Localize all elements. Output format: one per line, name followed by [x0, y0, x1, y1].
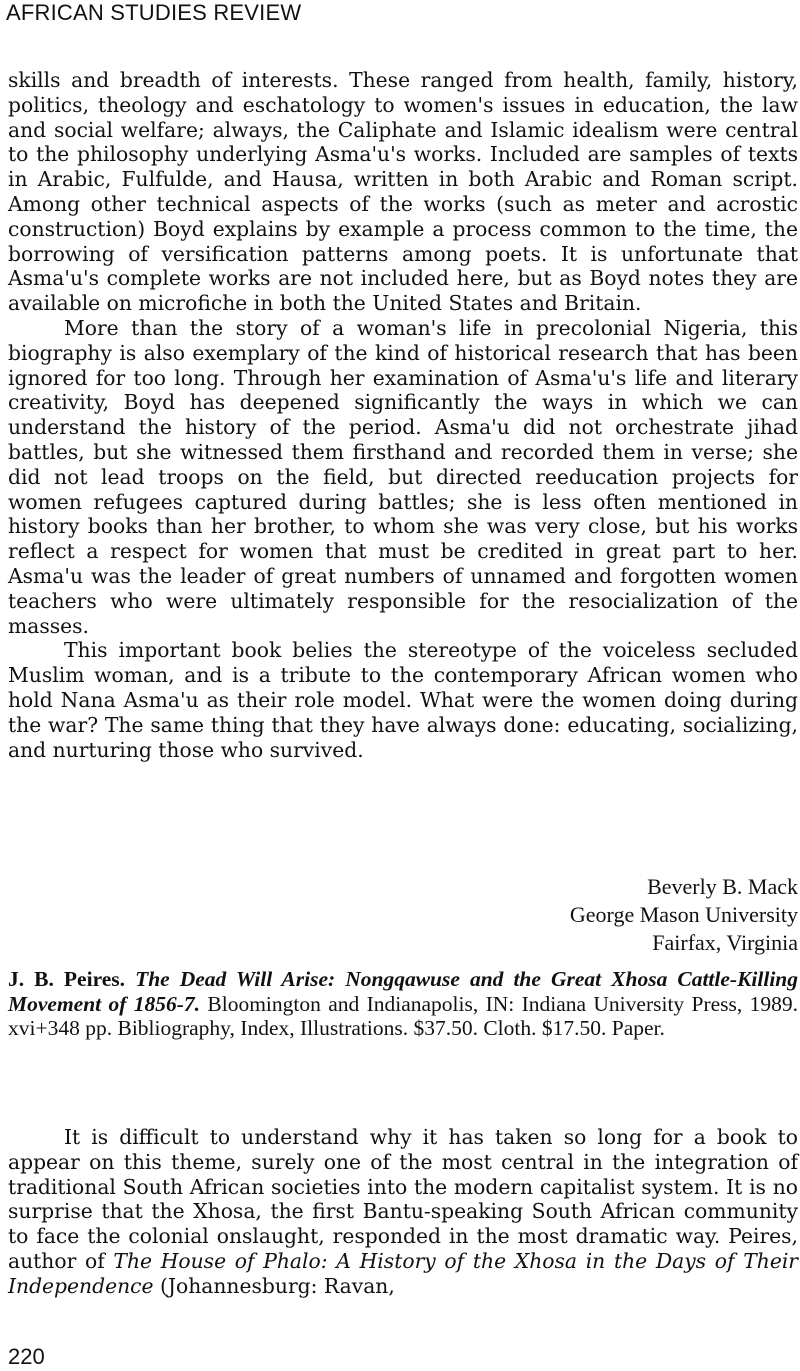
paragraph-text: (Johannesburg: Ravan,: [159, 1273, 395, 1298]
paragraph: skills and breadth of interests. These ranged from health, family, history, politics, theology and eschatology to women's issues in education, the law and social welfare; always, the Caliphate and Islamic idealism were central to the philosophy underlying Asma'u's works. Included are samples of texts in Arabic, Fulfulde, and Hausa, written in both Arabic and Roman script. Among other technical aspects of the works (such as meter and acrostic construction) Boyd explains by example a process common to the time, the borrowing of versification patterns among poets. It is unfortunate that Asma'u's complete works are not included here, but as Boyd notes they are available on microfiche in both the United States and Britain.: [8, 68, 798, 316]
book-author: J. B. Peires.: [8, 967, 126, 991]
reviewer-name: Beverly B. Mack: [647, 874, 798, 899]
book-citation: [8, 967, 798, 1041]
page-number: 220: [8, 1344, 45, 1369]
reviewer-institution: George Mason University: [569, 902, 798, 927]
review-body: [8, 68, 798, 762]
running-header: AFRICAN STUDIES REVIEW: [6, 0, 302, 25]
paragraph-text: It is difficult to understand why it has taken so long for a book to appear on this theme, surely one of the most central in the integration of traditional South African societies into the modern capitalist system. It is no surprise that the Xhosa, the first Bantu-speaking South African community to face the colonial onslaught, responded in the most dramatic way. Peires, author of: [8, 1125, 798, 1273]
paragraph: More than the story of a woman's life in precolonial Nigeria, this biography is also exemplary of the kind of historical research that has been ignored for too long. Through her examination of Asma'u's life and literary creativity, Boyd has deepened significantly the ways in which we can understand the history of the period. Asma'u did not orchestrate jihad battles, but she witnessed them firsthand and recorded them in verse; she did not lead troops on the field, but directed reeducation projects for women refugees captured during battles; she is less often mentioned in history books than her brother, to whom she was very close, but his works reflect a respect for women that must be credited in great part to her. Asma'u was the leader of great numbers of unnamed and forgotten women teachers who were ultimately responsible for the resocialization of the masses.: [8, 315, 798, 638]
paragraph: This important book belies the stereotype of the voiceless secluded Muslim woman, and is a tribute to the contemporary African women who hold Nana Asma'u as their role model. What were the women doing during the war? The same thing that they have always done: educating, socializing, and nurturing those who survived.: [8, 638, 798, 762]
paragraph: [8, 1125, 798, 1299]
book-details: Bloomington and Indianapolis, IN: Indiana University Press, 1989. xvi+348 pp. Bibliography, Index, Illustrations. $37.50. Cloth. $17.50. Paper.: [8, 991, 798, 1040]
book-title: The Dead Will Arise: Nongqawuse and the Great Xhosa Cattle-Killing Movement of 1856-7.: [8, 967, 799, 1016]
review-body: [8, 1125, 798, 1299]
cited-title: The House of Phalo: A History of the Xhosa in the Days of Their Independence: [8, 1248, 799, 1298]
reviewer-location: Fairfax, Virginia: [652, 930, 798, 955]
